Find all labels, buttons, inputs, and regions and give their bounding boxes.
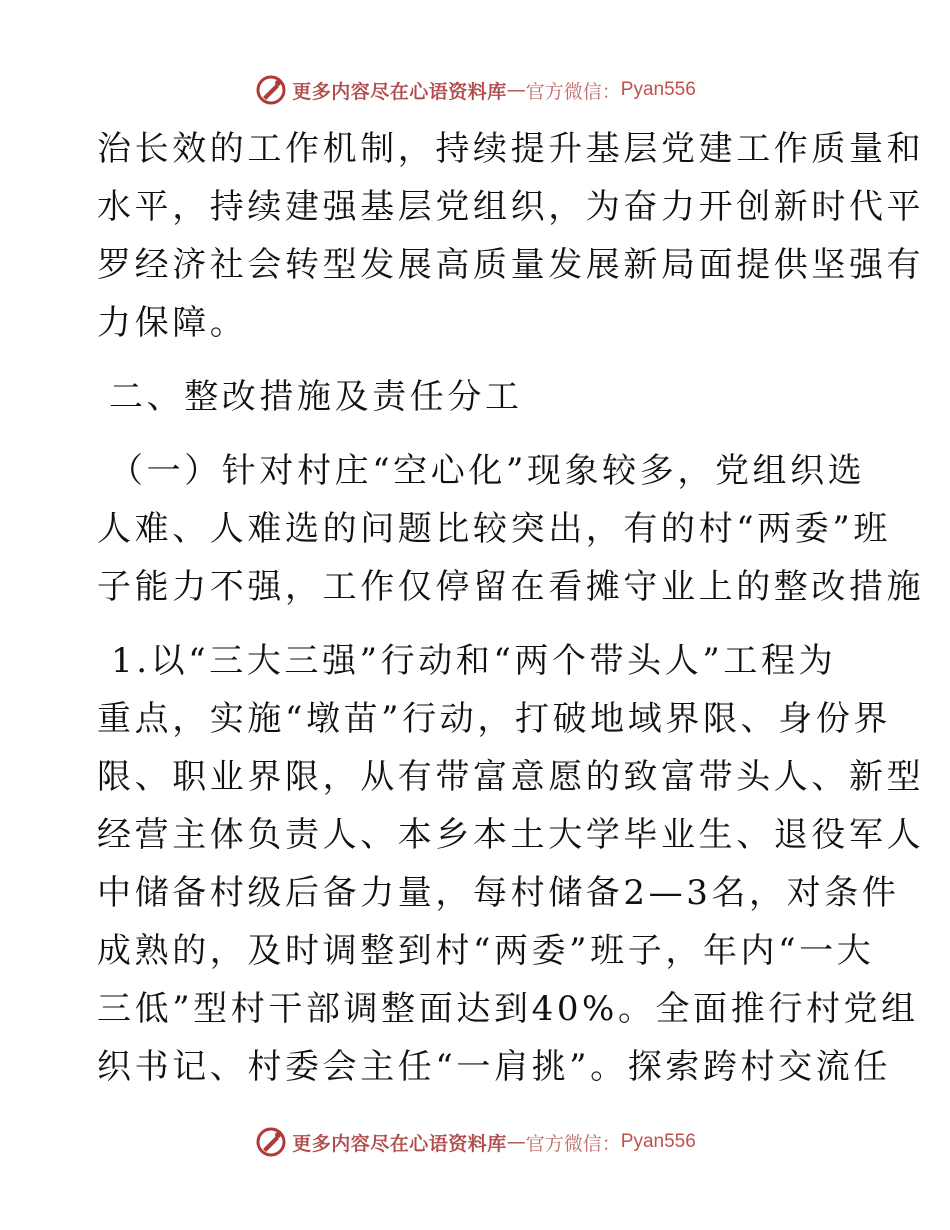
text-line: 水平，持续建强基层党组织，为奋力开创新时代平	[97, 187, 925, 227]
text-line: 重点，实施“墩苗”行动，打破地域界限、身份界	[97, 699, 891, 739]
paragraph-1	[97, 120, 925, 352]
watermark-header	[0, 70, 950, 110]
watermark-site: 更多内容尽在心语资料库	[292, 1132, 507, 1155]
watermark-account: Pyan556	[620, 1131, 696, 1152]
text-line: 三低”型村干部调整面达到40%。全面推行村党组	[97, 989, 919, 1029]
watermark-account: Pyan556	[620, 79, 696, 100]
pen-logo-icon	[254, 1125, 288, 1159]
watermark-site: 更多内容尽在心语资料库	[292, 80, 507, 103]
text-line: 罗经济社会转型发展高质量发展新局面提供坚强有	[97, 245, 925, 285]
document-body	[97, 120, 925, 1096]
text-line: 人难、人难选的问题比较突出，有的村“两委”班	[97, 509, 891, 549]
section-heading	[97, 368, 857, 426]
paragraph-3	[97, 632, 925, 1096]
text-line: （一）针对村庄“空心化”现象较多，党组织选	[109, 451, 866, 491]
text-line: 成熟的，及时调整到村“两委”班子，年内“一大	[97, 931, 875, 971]
watermark-footer	[0, 1122, 950, 1162]
text-line: 经营主体负责人、本乡本土大学毕业生、退役军人	[97, 815, 925, 855]
text-line: 力保障。	[97, 303, 248, 343]
text-line: 治长效的工作机制，持续提升基层党建工作质量和	[97, 129, 925, 169]
watermark-label: 官方微信	[525, 1132, 602, 1155]
pen-logo-icon	[254, 73, 288, 107]
text-line: 1.以“三大三强”行动和“两个带头人”工程为	[111, 641, 837, 681]
text-line: 织书记、村委会主任“一肩挑”。探索跨村交流任	[97, 1047, 891, 1087]
watermark-colon: ：	[601, 1132, 621, 1155]
watermark-dash: —	[506, 79, 526, 101]
watermark-label: 官方微信	[525, 80, 602, 103]
paragraph-2	[97, 442, 925, 616]
text-line: 子能力不强，工作仅停留在看摊守业上的整改措施	[97, 567, 925, 607]
watermark-dash: —	[506, 1131, 526, 1153]
text-line: 限、职业界限，从有带富意愿的致富带头人、新型	[97, 757, 925, 797]
text-line: 中储备村级后备力量，每村储备2—3名，对条件	[97, 873, 900, 913]
watermark-colon: ：	[601, 80, 621, 103]
heading-text: 二、整改措施及责任分工	[109, 377, 523, 417]
